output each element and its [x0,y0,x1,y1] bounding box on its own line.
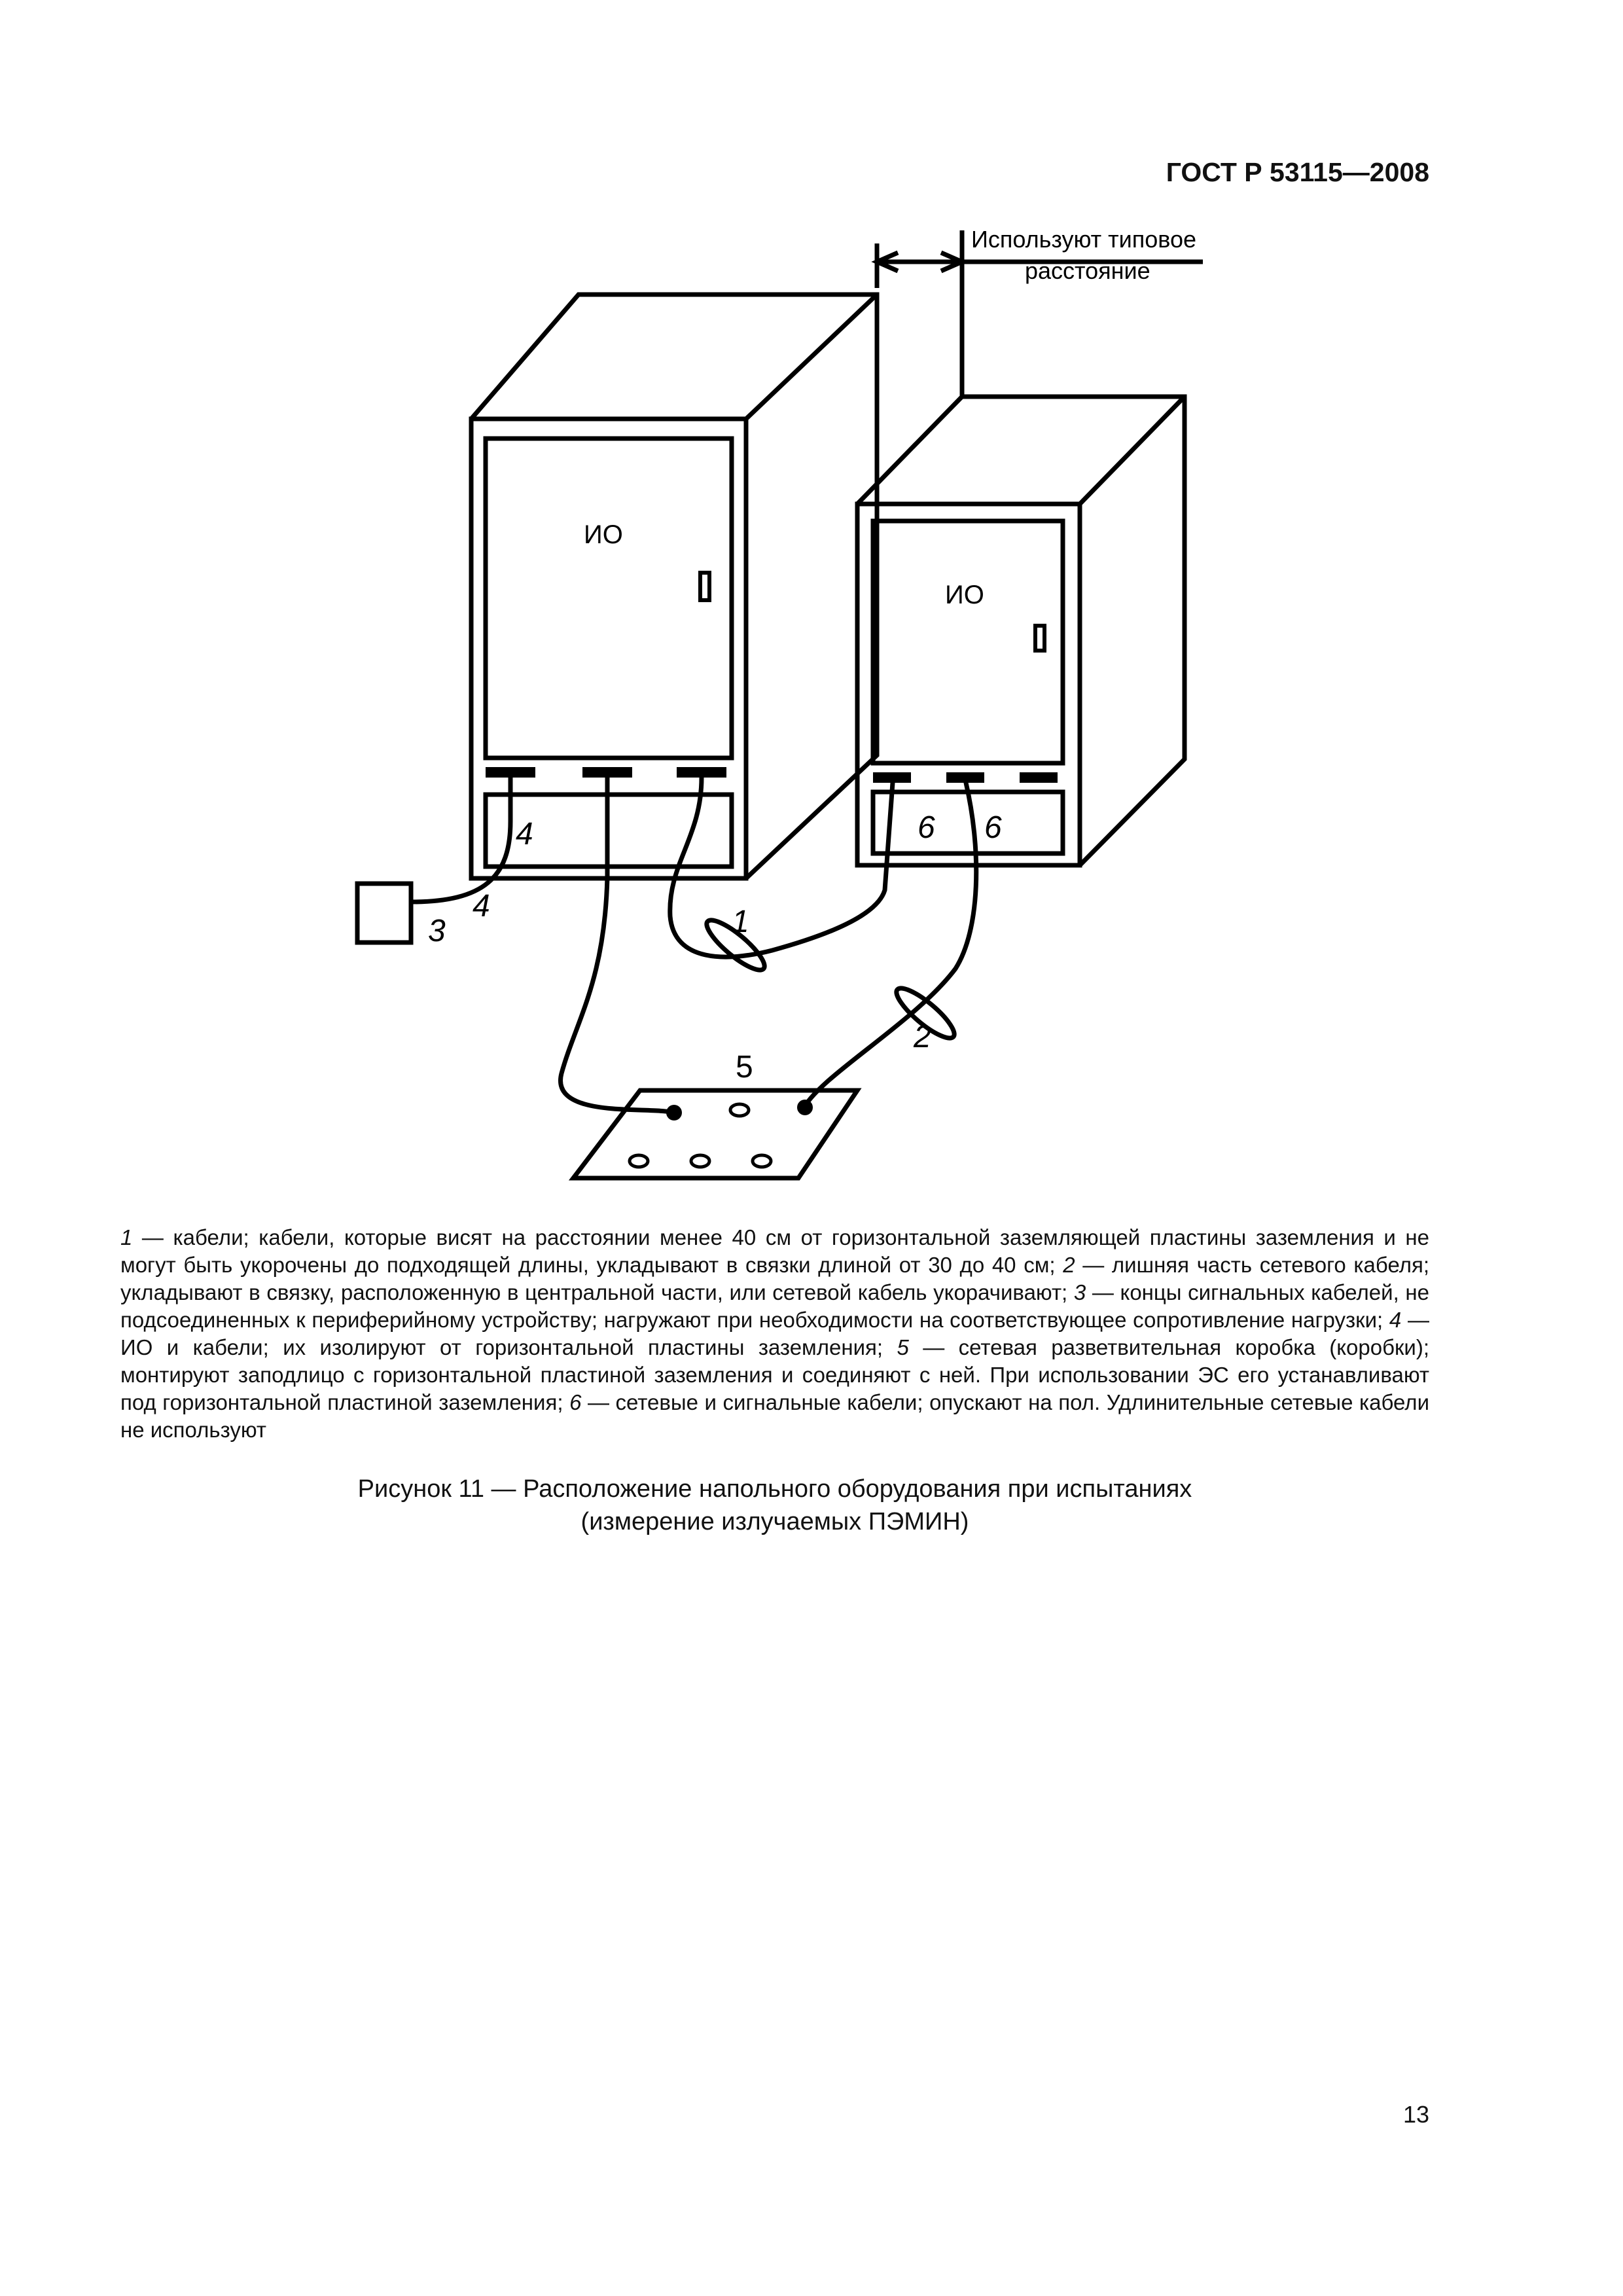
legend-text-3: — концы сигнальных кабелей, не подсоединенных к периферийному устройству; нагружают при необходимости на соответствующее сопротивление нагрузки; [120,1280,1429,1332]
callout-6a: 6 [918,810,935,845]
peripheral-box [357,884,411,942]
figure-caption [120,1473,1429,1538]
legend-num-4: 4 [1389,1308,1402,1332]
callout-1: 1 [732,905,749,939]
cables [411,778,976,1113]
callout-5: 5 [736,1050,753,1085]
page-number: 13 [1402,2101,1429,2128]
legend-num-5: 5 [897,1335,909,1359]
callout-6b: 6 [984,810,1002,845]
legend-num-6: 6 [569,1390,582,1414]
legend-num-1: 1 [120,1225,133,1249]
legend-text-1: — кабели; кабели, которые висят на расстоянии менее 40 см от горизонтальной заземляющей пластины заземления и не могут быть укорочены до подходящей длины, укладывают в связки длиной от 30 до 40 см; [120,1225,1429,1277]
callout-4b: 4 [473,889,490,924]
right-cabinet [857,397,1185,865]
legend-num-3: 3 [1073,1280,1086,1304]
port-3-right [1020,772,1058,783]
cabinet-right-label: ИО [945,581,984,609]
distance-note-line2: расстояние [1025,257,1150,284]
junction-box-plate [573,1090,857,1178]
legend-text-2: — лишняя часть сетевого кабеля; укладывают в связку, расположенную в центральной части, или сетевой кабель укорачивают; [120,1253,1429,1304]
distance-dimension [877,230,1203,397]
document-header: ГОСТ Р 53115—2008 [1166,157,1429,187]
figure-legend [120,1224,1429,1444]
legend-num-2: 2 [1063,1253,1075,1277]
callout-3: 3 [428,914,446,948]
callout-2: 2 [914,1020,931,1054]
distance-note-line1: Используют типовое [971,226,1197,253]
legend-text-4: — ИО и кабели; их изолируют от горизонтальной пластины заземления; [120,1308,1429,1359]
caption-line-2: (измерение излучаемых ПЭМИН) [580,1508,969,1535]
legend-text-6: — сетевые и сигнальные кабели; опускают на пол. Удлинительные сетевые кабели не используют [120,1390,1429,1442]
cabinet-left-label: ИО [584,520,623,549]
left-cabinet [471,295,877,878]
callout-4a: 4 [516,817,533,852]
caption-line-1: Рисунок 11 — Расположение напольного оборудования при испытаниях [357,1475,1192,1503]
legend-text-5: — сетевая разветвительная коробка (коробки); монтируют заподлицо с горизонтальной пластиной заземления и соединяют с ней. При использовании ЭС его устанавливают под горизонтальной пластиной заземления; [120,1335,1429,1414]
